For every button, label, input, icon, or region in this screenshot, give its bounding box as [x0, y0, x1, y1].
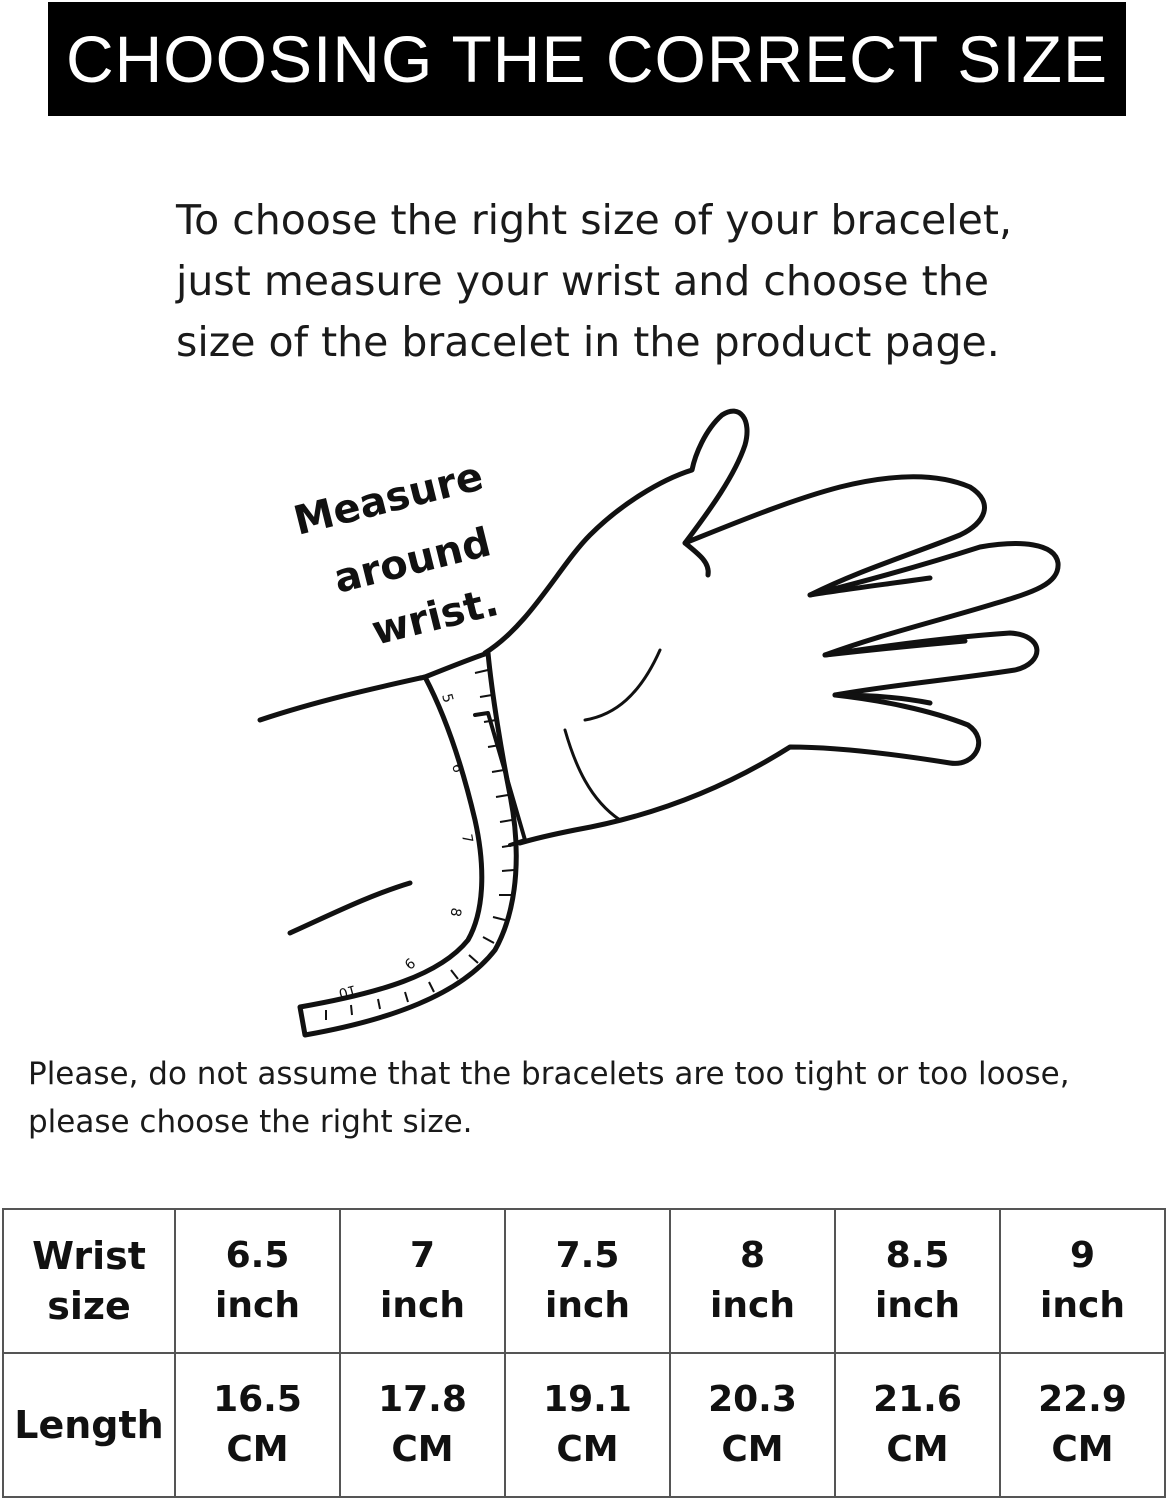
thumb-crease — [685, 543, 708, 575]
table-cell: 16.5 CM — [175, 1353, 340, 1497]
table-cell: 6.5 inch — [175, 1209, 340, 1353]
illustration-caption-line: Measure — [289, 453, 488, 545]
table-row-length — [3, 1353, 1165, 1497]
table-cell: 21.6 CM — [835, 1353, 1000, 1497]
table-row-wrist-size — [3, 1209, 1165, 1353]
tape-number: 8 — [446, 906, 464, 918]
intro-line: To choose the right size of your bracelet, — [176, 196, 1012, 244]
row-header-wrist-size: Wrist size — [3, 1209, 175, 1353]
page-title-banner — [48, 2, 1126, 116]
wrist-measuring-illustration — [230, 395, 1090, 1045]
palm-line — [585, 650, 660, 720]
size-chart-table — [2, 1208, 1166, 1498]
palm-line — [565, 730, 620, 820]
table-cell: 7 inch — [340, 1209, 505, 1353]
tape-number: 10 — [336, 981, 359, 1002]
note-line: Please, do not assume that the bracelets are too tight or too loose, — [28, 1056, 1070, 1092]
intro-line: size of the bracelet in the product page. — [176, 318, 1000, 366]
note-line: please choose the right size. — [28, 1104, 473, 1140]
forearm-upper-line — [260, 677, 425, 720]
table-cell: 22.9 CM — [1000, 1353, 1165, 1497]
table-cell: 9 inch — [1000, 1209, 1165, 1353]
page-title: CHOOSING THE CORRECT SIZE — [65, 22, 1108, 96]
row-header-length: Length — [3, 1353, 175, 1497]
intro-text — [176, 190, 1076, 373]
table-cell: 20.3 CM — [670, 1353, 835, 1497]
table-cell: 19.1 CM — [505, 1353, 670, 1497]
tape-measure — [300, 653, 516, 1035]
hand-outline — [485, 411, 1058, 843]
table-cell: 8 inch — [670, 1209, 835, 1353]
forearm-lower-line — [290, 883, 410, 933]
tape-number: 7 — [458, 832, 476, 845]
table-cell: 7.5 inch — [505, 1209, 670, 1353]
table-cell: 8.5 inch — [835, 1209, 1000, 1353]
illustration-caption-line: wrist. — [367, 578, 504, 655]
tape-number: 6 — [448, 761, 466, 775]
tape-number: 9 — [400, 953, 418, 972]
table-cell: 17.8 CM — [340, 1353, 505, 1497]
illustration-caption-line: around — [329, 519, 496, 603]
intro-line: just measure your wrist and choose the — [176, 257, 989, 305]
tape-number: 5 — [438, 691, 456, 705]
sizing-note — [28, 1050, 1138, 1146]
